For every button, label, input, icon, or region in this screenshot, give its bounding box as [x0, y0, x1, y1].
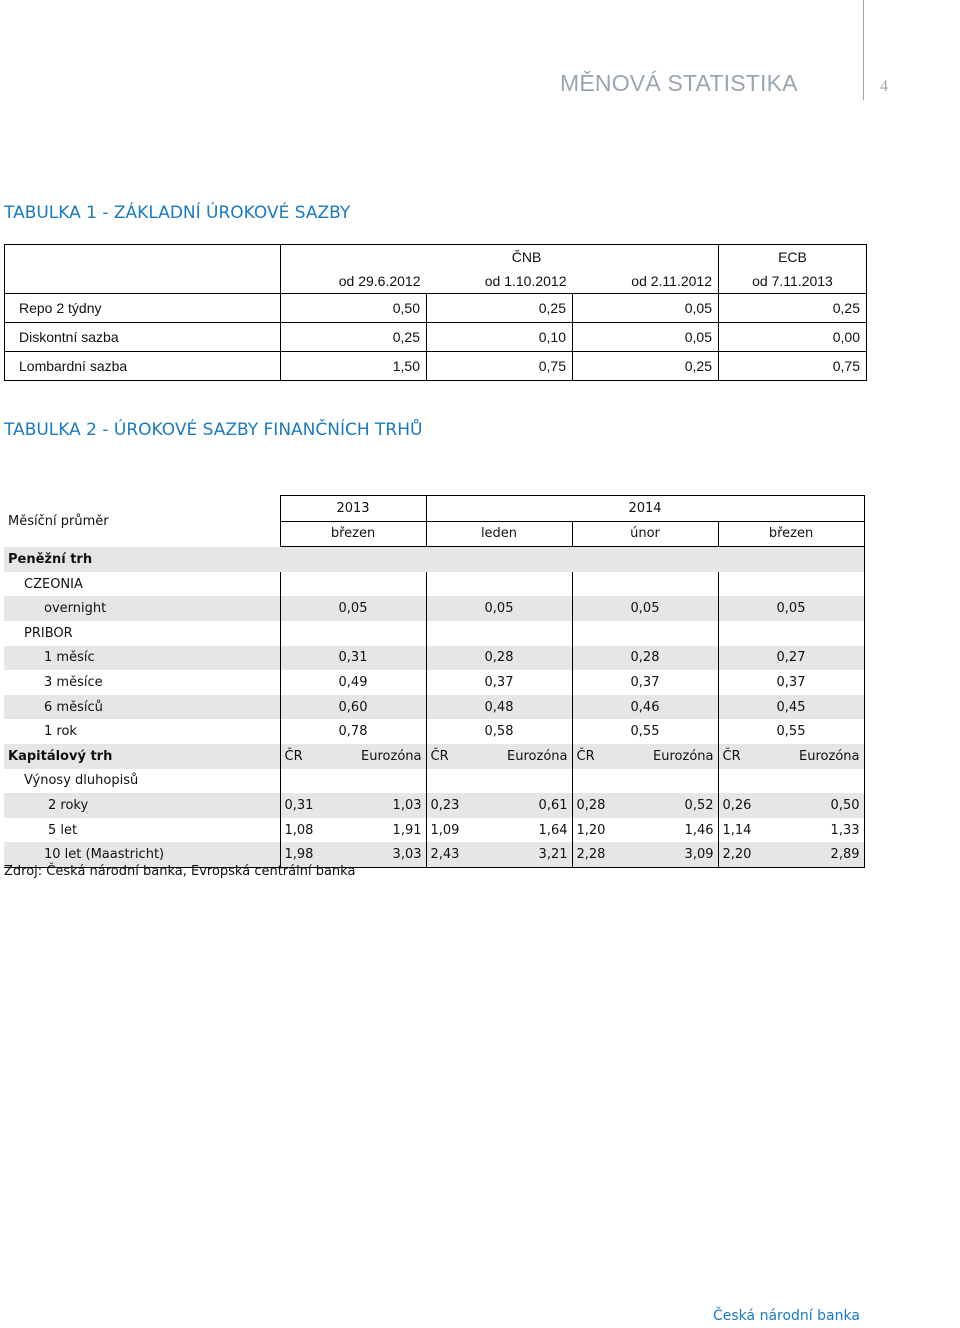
year-2014: 2014 — [426, 496, 864, 522]
rate-value: 0,27 — [718, 646, 864, 671]
table2-row-header: Měsíční průměr — [8, 513, 109, 529]
header-divider — [863, 0, 864, 100]
yield-value: 3,03 — [350, 842, 426, 867]
table1-date: od 7.11.2013 — [719, 269, 867, 294]
table-row — [4, 596, 864, 621]
table-row — [5, 352, 867, 381]
rate-value: 0,48 — [426, 695, 572, 720]
rate-value: 0,05 — [280, 596, 426, 621]
row-label: 1 měsíc — [4, 646, 280, 671]
rate-value: 0,25 — [719, 294, 867, 323]
yield-value: 0,31 — [280, 793, 350, 818]
section-money-market: Peněžní trh — [4, 547, 280, 572]
yield-value: 2,28 — [572, 842, 642, 867]
col-header-cr: ČR — [280, 744, 350, 769]
col-header-eurozone: Eurozóna — [642, 744, 718, 769]
section-capital-market: Kapitálový trh — [4, 744, 280, 769]
yield-value: 2,43 — [426, 842, 496, 867]
row-label: PRIBOR — [4, 621, 280, 646]
yield-value: 1,09 — [430, 822, 460, 838]
header-title: MĚNOVÁ STATISTIKA — [560, 70, 798, 96]
table1 — [4, 244, 867, 381]
yield-value: 2,89 — [788, 842, 864, 867]
yield-value: 1,33 — [788, 818, 864, 843]
yield-value: 1,08 — [284, 822, 314, 838]
row-label: 2 roky — [4, 793, 280, 818]
page-number: 4 — [880, 78, 888, 95]
rate-value: 0,45 — [718, 695, 864, 720]
rate-value: 0,31 — [280, 646, 426, 671]
rate-value: 0,25 — [573, 352, 719, 381]
month-header: leden — [426, 521, 572, 547]
table-row — [4, 818, 864, 843]
table-row — [4, 646, 864, 671]
table2 — [4, 495, 865, 868]
table-row — [4, 719, 864, 744]
col-header-eurozone: Eurozóna — [496, 744, 572, 769]
table1-group-ecb: ECB — [719, 245, 867, 270]
rate-value: 0,25 — [427, 294, 573, 323]
rate-value: 0,78 — [280, 719, 426, 744]
col-header-cr: ČR — [718, 744, 788, 769]
yield-value: 0,26 — [718, 793, 788, 818]
row-label: 5 let — [4, 818, 280, 843]
yield-value: 1,91 — [350, 818, 426, 843]
row-label: Lombardní sazba — [5, 352, 281, 381]
yield-value: 1,46 — [642, 818, 718, 843]
rate-value: 0,00 — [719, 323, 867, 352]
rate-value: 0,37 — [426, 670, 572, 695]
yield-value: 0,61 — [496, 793, 572, 818]
yield-value: 1,14 — [722, 822, 752, 838]
table2-source: Zdroj: Česká národní banka, Evropská centrální banka — [4, 864, 356, 879]
row-label: Repo 2 týdny — [5, 294, 281, 323]
row-label: 1 rok — [4, 719, 280, 744]
table-row — [4, 793, 864, 818]
yield-value: 3,21 — [496, 842, 572, 867]
rate-value: 0,10 — [427, 323, 573, 352]
rate-value: 0,55 — [718, 719, 864, 744]
month-header: únor — [572, 521, 718, 547]
row-label: Diskontní sazba — [5, 323, 281, 352]
rate-value: 0,55 — [572, 719, 718, 744]
table2-title: TABULKA 2 - ÚROKOVÉ SAZBY FINANČNÍCH TRHŮ — [4, 420, 423, 440]
rate-value: 0,75 — [427, 352, 573, 381]
table1-group-cnb: ČNB — [281, 245, 719, 270]
rate-value: 0,37 — [718, 670, 864, 695]
rate-value: 0,49 — [280, 670, 426, 695]
table-row — [4, 695, 864, 720]
rate-value: 0,28 — [572, 646, 718, 671]
rate-value: 0,05 — [572, 596, 718, 621]
rate-value: 1,50 — [281, 352, 427, 381]
row-label: 6 měsíců — [4, 695, 280, 720]
table1-title: TABULKA 1 - ZÁKLADNÍ ÚROKOVÉ SAZBY — [4, 203, 351, 223]
yield-value: 0,28 — [572, 793, 642, 818]
month-header: březen — [718, 521, 864, 547]
table-row — [5, 323, 867, 352]
table1-corner-cell — [5, 245, 281, 294]
yield-value: 0,23 — [426, 793, 496, 818]
table-row — [5, 294, 867, 323]
rate-value: 0,05 — [718, 596, 864, 621]
rate-value: 0,75 — [719, 352, 867, 381]
yield-value: 1,03 — [350, 793, 426, 818]
yield-value: 0,52 — [642, 793, 718, 818]
rate-value: 0,37 — [572, 670, 718, 695]
col-header-eurozone: Eurozóna — [350, 744, 426, 769]
row-label: CZEONIA — [4, 572, 280, 597]
footer-brand: Česká národní banka — [713, 1308, 860, 1324]
table-row — [4, 670, 864, 695]
row-label: 3 měsíce — [4, 670, 280, 695]
rate-value: 0,50 — [281, 294, 427, 323]
yield-value: 3,09 — [642, 842, 718, 867]
rate-value: 0,60 — [280, 695, 426, 720]
rate-value: 0,05 — [573, 323, 719, 352]
yield-value: 0,50 — [788, 793, 864, 818]
rate-value: 0,25 — [281, 323, 427, 352]
rate-value: 0,28 — [426, 646, 572, 671]
row-label: 10 let (Maastricht) — [4, 842, 280, 867]
year-2013: 2013 — [280, 496, 426, 522]
table1-date: od 1.10.2012 — [427, 269, 573, 294]
yield-value: 1,64 — [496, 818, 572, 843]
month-header: březen — [280, 521, 426, 547]
col-header-cr: ČR — [572, 744, 642, 769]
rate-value: 0,46 — [572, 695, 718, 720]
rate-value: 0,05 — [426, 596, 572, 621]
yield-value: 2,20 — [718, 842, 788, 867]
rate-value: 0,58 — [426, 719, 572, 744]
yield-value: 1,98 — [280, 842, 350, 867]
row-label: Výnosy dluhopisů — [4, 769, 280, 794]
rate-value: 0,05 — [573, 294, 719, 323]
table1-date: od 29.6.2012 — [281, 269, 427, 294]
col-header-cr: ČR — [426, 744, 496, 769]
yield-value: 1,20 — [576, 822, 606, 838]
table1-date: od 2.11.2012 — [573, 269, 719, 294]
row-label: overnight — [4, 596, 280, 621]
col-header-eurozone: Eurozóna — [788, 744, 864, 769]
